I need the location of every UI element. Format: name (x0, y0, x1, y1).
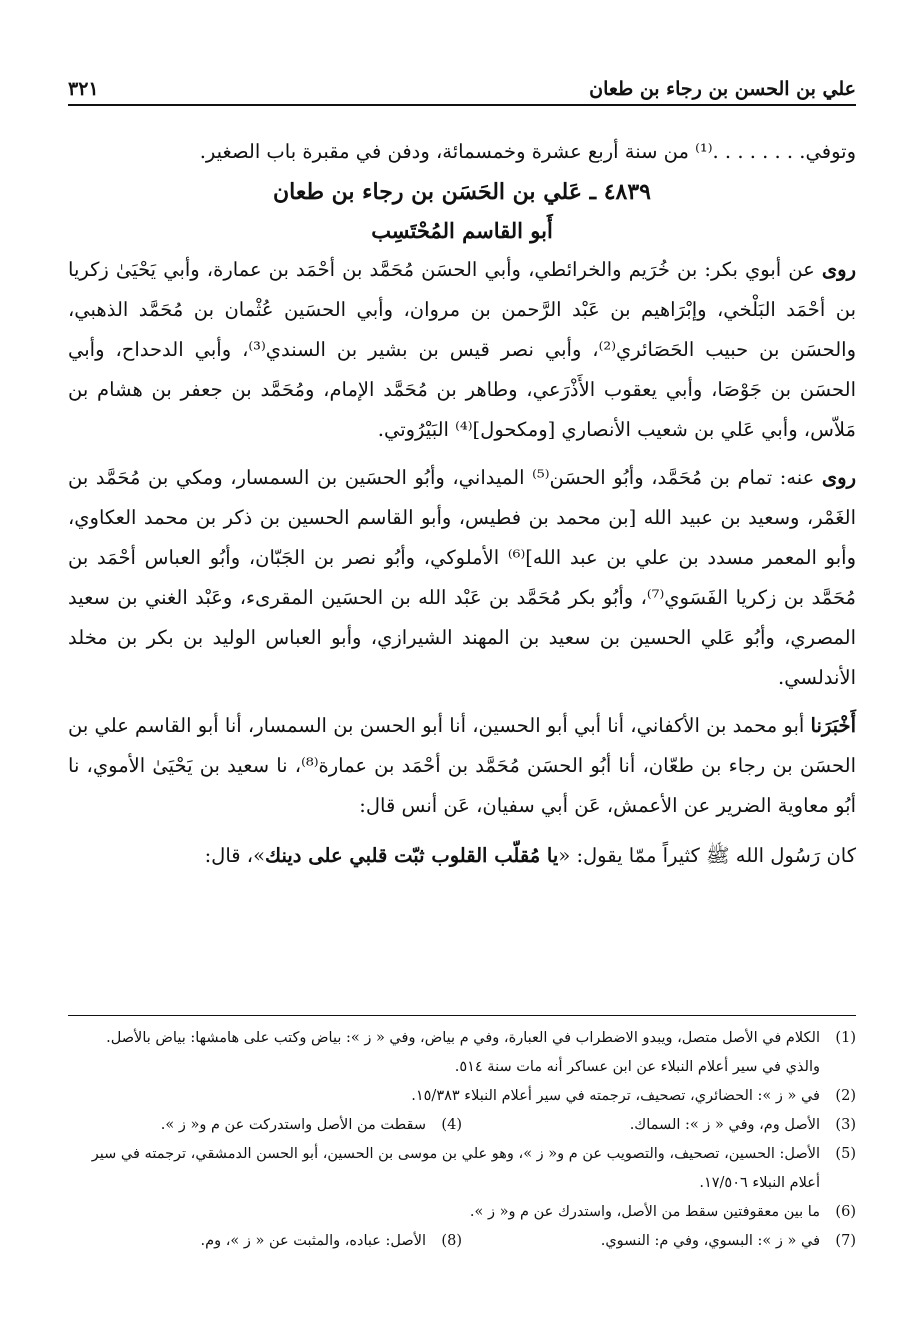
footnote-number: (1) (835, 1030, 856, 1046)
entry-subtitle: أَبو القاسم المُحْتَسِب (371, 218, 553, 243)
footnote-number: (8) (441, 1233, 462, 1249)
footnote-text: الأصل وم، وفي « ز »: السماك. (629, 1117, 820, 1133)
paragraph-narrators (68, 458, 856, 698)
footnote (68, 1227, 462, 1256)
footnote-number: (3) (835, 1117, 856, 1133)
footnote-number: (7) (835, 1233, 856, 1249)
footnote-pair (68, 1227, 856, 1256)
paragraph-text: أبو محمد بن الأكفاني، أنا أبي أبو الحسين، أنا أبو الحسن بن السمسار، أنا أبو القاسم علي بن الحسَن بن رجاء بن طعّان، أنا أبُو الحسَن مُحَمَّد بن أحْمَد بن عمارة⁽⁸⁾، نا سعيد بن يَحْيَىٰ الأموي، نا أبُو معاوية الضرير عن الأعمش، عَن أبي سفيان، عَن أنس قال: (68, 714, 857, 817)
paragraph-hadith (68, 836, 856, 876)
paragraph-text: عن أبوي بكر: بن خُرَيم والخرائطي، وأبي الحسَن مُحَمَّد بن أحْمَد بن عمارة، وأبي يَحْيَىٰ زكريا بن أحْمَد البَلْخي، وإبْرَاهيم بن عَبْد الرَّحمن بن مروان، وأبي الحسَين عُثْمان بن مُحَمَّد الذهبي، والحسَن بن حبيب الحَصَائري⁽²⁾، وأبي نصر قيس بن بشير بن السندي⁽³⁾، وأبي الدحداح، وأبي الحسَن بن جَوْصَا، وأبي يعقوب الأَذْرَعي، وطاهر بن مُحَمَّد الإمام، ومُحَمَّد بن جعفر بن هشام بن مَلاّس، وأبي عَلي بن شعيب الأنصاري [ومكحول]⁽⁴⁾ البَيْرُوتي. (68, 258, 856, 441)
footnote (462, 1111, 856, 1140)
footnote (68, 1111, 462, 1140)
footnote-text: سقطت من الأصل واستدركت عن م و« ز ». (160, 1117, 426, 1133)
footnote-number: (5) (835, 1146, 856, 1162)
footnote-text: الأصل: الحسين، تصحيف، والتصويب عن م و« ز »، وهو علي بن موسى بن الحسين، أبو الحسن الدمشقي، ترجمته في سير أعلام النبلاء ١٧/٥٠٦. (91, 1146, 820, 1191)
footnote-text: الأصل: عباده، والمثبت عن « ز »، وم. (200, 1233, 426, 1249)
footnote (68, 1024, 856, 1082)
footnote-number: (2) (835, 1088, 856, 1104)
paragraph-lead: روى (821, 258, 856, 281)
footnote (68, 1140, 856, 1198)
hadith-quote: يا مُقلّب القلوب ثبّت قلبي على دينك (265, 844, 559, 867)
footnote-text: في « ز »: الحضائري، تصحيف، ترجمته في سير أعلام النبلاء ١٥/٣٨٣. (411, 1088, 820, 1104)
hadith-intro: كان رَسُول الله ﷺ كثيراً ممّا يقول: « (558, 844, 856, 867)
footnote-number: (6) (835, 1204, 856, 1220)
hadith-outro: »، قال: (204, 844, 266, 867)
footnote (68, 1198, 856, 1227)
footnote-divider (68, 1015, 856, 1016)
paragraph-text: عنه: تمام بن مُحَمَّد، وأبُو الحسَن⁽⁵⁾ الميداني، وأبُو الحسَين بن السمسار، ومكي بن مُحَمَّد بن الغَمْر، وسعيد بن عبيد الله [بن محمد بن فطيس، وأبو القاسم الحسين بن ذكر بن محمد العكاوي، وأبو المعمر مسدد بن علي بن عبد الله]⁽⁶⁾ الأملوكي، وأبُو نصر بن الجَبّان، وأبُو العباس أحْمَد بن مُحَمَّد بن زكريا الفَسَوي⁽⁷⁾، وأبُو بكر مُحَمَّد بن عَبْد الله بن الحسَين المقرىء، وعَبْد الغني بن سعيد المصري، وأبُو عَلي الحسين بن سعيد بن المهند الشيرازي، وأبو العباس الوليد بن بكر بن مخلد الأندلسي. (68, 466, 857, 689)
footnote-pair (68, 1111, 856, 1140)
footnote-text: في « ز »: البسوي، وفي م: النسوي. (600, 1233, 820, 1249)
page-header (68, 60, 856, 106)
footnote (68, 1082, 856, 1111)
paragraph-isnad (68, 706, 856, 826)
page-number: ٣٢١ (68, 78, 99, 100)
footnote-number: (4) (441, 1117, 462, 1133)
footnotes (68, 1024, 856, 1256)
intro-line: وتوفي. . . . . . . .⁽¹⁾ من سنة أربع عشرة وخمسمائة، ودفن في مقبرة باب الصغير. (199, 140, 856, 163)
footnote (462, 1227, 856, 1256)
footnote-text: الكلام في الأصل متصل، ويبدو الاضطراب في العبارة، وفي م بياض، وفي « ز »: بياض وكتب على هامشها: بياض بالأصل. والذي في سير أعلام النبلاء عن ابن عساكر أنه مات سنة ٥١٤. (106, 1030, 820, 1075)
main-text (68, 132, 856, 876)
paragraph-lead: روى (821, 466, 857, 489)
entry-title: ٤٨٣٩ ـ عَلي بن الحَسَن بن رجاء بن طعان (273, 179, 651, 205)
paragraph-lead: أَخْبَرَنا (810, 714, 857, 737)
paragraph-narrated-from (68, 250, 856, 450)
footnote-text: ما بين معقوفتين سقط من الأصل، واستدرك عن م و« ز ». (469, 1204, 820, 1220)
running-title: علي بن الحسن بن رجاء بن طعان (589, 78, 856, 100)
